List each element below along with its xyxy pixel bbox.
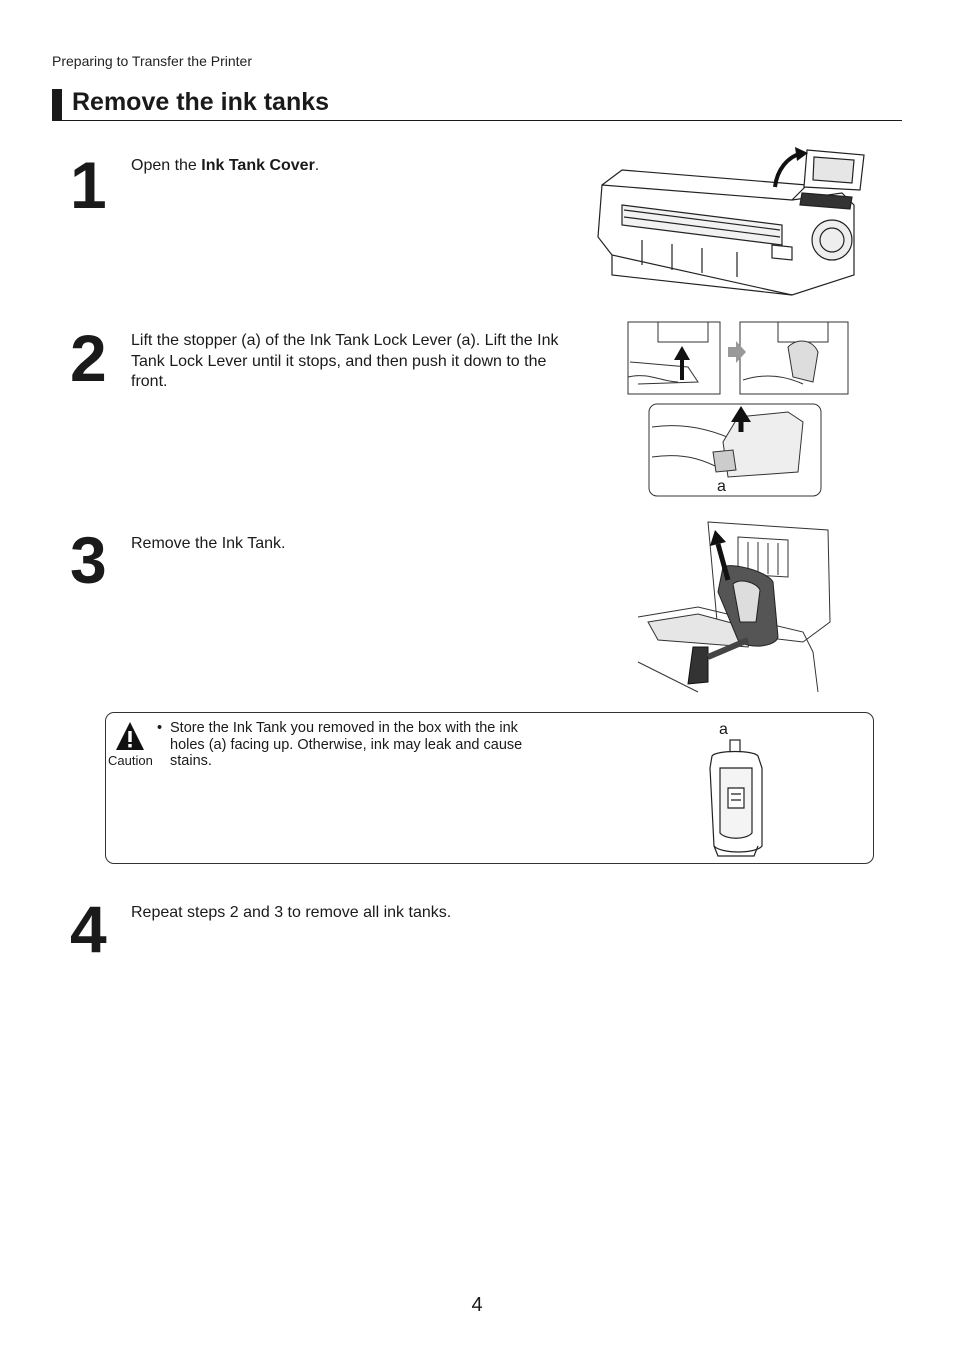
title-divider bbox=[52, 120, 902, 121]
step-3-text: Remove the Ink Tank. bbox=[131, 535, 286, 552]
step-4-number: 4 bbox=[70, 892, 105, 966]
step-2-callout-a: a bbox=[717, 478, 726, 495]
step-1-number: 1 bbox=[70, 148, 105, 222]
step-2-number: 2 bbox=[70, 321, 105, 395]
title-marker bbox=[52, 89, 62, 120]
step-1-text bbox=[131, 156, 561, 177]
step-1-text-suffix: . bbox=[314, 157, 320, 174]
lock-lever-illustration bbox=[628, 322, 848, 498]
step-3-number: 3 bbox=[70, 523, 105, 597]
step-1-text-bold: Ink Tank Cover bbox=[201, 157, 315, 174]
ink-tank-removal-illustration bbox=[638, 522, 834, 692]
printer-illustration bbox=[592, 145, 872, 297]
caution-label: Caution bbox=[108, 753, 153, 768]
step-2-text: Lift the stopper (a) of the Ink Tank Lock Lever (a). Lift the Ink Tank Lock Lever until it stops, and then push it down to the front. bbox=[131, 332, 559, 390]
caution-callout-a: a bbox=[719, 721, 728, 738]
caution-body: Store the Ink Tank you removed in the box with the ink holes (a) facing up. Otherwise, ink may leak and cause stains. bbox=[170, 720, 523, 770]
caution-bullet: • bbox=[157, 720, 163, 736]
step-4-text: Repeat steps 2 and 3 to remove all ink tanks. bbox=[131, 904, 452, 921]
breadcrumb: Preparing to Transfer the Printer bbox=[52, 53, 252, 69]
page-title: Remove the ink tanks bbox=[72, 88, 330, 116]
ink-tank-illustration bbox=[706, 738, 766, 856]
caution-triangle-icon bbox=[114, 720, 146, 752]
page-number: 4 bbox=[471, 1294, 483, 1316]
step-1-text-prefix: Open the bbox=[131, 157, 202, 174]
